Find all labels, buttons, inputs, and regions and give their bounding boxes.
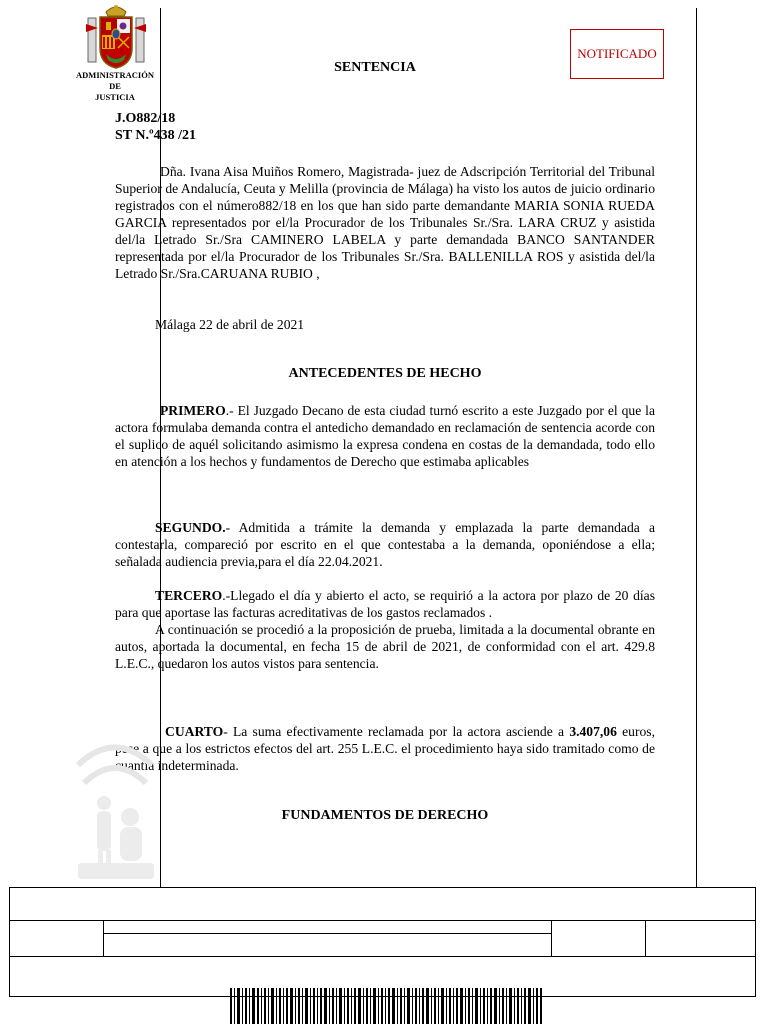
paragraph-tercero (115, 587, 655, 672)
institution-line-3: JUSTICIA (95, 92, 135, 102)
coat-of-arms-logo (80, 2, 152, 72)
section-heading-fundamentos: FUNDAMENTOS DE DERECHO (281, 808, 489, 823)
tercero-text: .-Llegado el día y abierto el acto, se requirió a la actora por plazo de 20 días para que aportase las facturas acreditativas de los gastos reclamados . (115, 588, 655, 620)
intro-text: Dña. Ivana Aisa Muiños Romero, Magistrada- juez de Adscripción Territorial del Tribunal Superior de Andalucía, Ceuta y Melilla (provincia de Málaga) ha visto los autos de juicio ordinario registrados con el número882/18 en los que han sido parte demandante MARIA SONIA RUEDA GARCIA representados por el/la Procurador de los Tribunales Sr./Sra. LARA CRUZ y asistida del/la Letrado Sr./Sra CAMINERO LABELA y parte demandada BANCO SANTANDER representada por el/la Procurador de los Tribunales Sr./Sra. BALLENILLA ROS y asistida del/la Letrado Sr./Sra.CARUANA RUBIO , (115, 164, 655, 281)
cuarto-label: CUARTO (165, 724, 224, 739)
primero-text: .- El Juzgado Decano de esta ciudad turnó escrito a este Juzgado por el que la actora formulaba demanda contra el antedicho demandado en reclamación de sentencia acorde con el suplico de aquél solicitando asimismo la expresa condena en costas de la demandada, todo ello en atención a los hechos y fundamentos de Derecho que estimaba aplicables (115, 403, 655, 469)
case-number: J.O882/18 (115, 111, 176, 126)
table-column-divider (645, 920, 646, 956)
cuarto-text: - La suma efectivamente reclamada por la actora asciende a (223, 724, 565, 739)
date-line (115, 316, 655, 333)
barcode (230, 988, 542, 1024)
institution-line-2: DE (109, 81, 121, 91)
institution-label (60, 70, 170, 103)
table-row-divider (10, 956, 755, 957)
footer-table (9, 887, 756, 997)
paragraph-segundo (115, 519, 655, 570)
watermark-emblem (70, 735, 160, 885)
tercero-label: TERCERO (155, 588, 223, 603)
section-heading-antecedentes: ANTECEDENTES DE HECHO (288, 366, 482, 381)
cuarto-text-2: euros, pese a que a los estrictos efectos del art. 255 L.E.C. el procedimiento haya sido tramitado como de cuantía indeterminada. (115, 724, 655, 773)
institution-line-1: ADMINISTRACIÓN (76, 70, 154, 80)
paragraph-cuarto (115, 723, 655, 774)
table-column-divider (551, 920, 552, 956)
table-column-divider (103, 920, 104, 956)
table-row-divider (10, 920, 755, 921)
cuarto-amount: 3.407,06 (569, 724, 617, 739)
sentence-number: ST N.º438 /21 (115, 128, 196, 143)
paragraph-primero (115, 402, 655, 470)
date-text: Málaga 22 de abril de 2021 (155, 317, 305, 332)
notificado-stamp: NOTIFICADO (570, 29, 664, 79)
table-inner-divider (103, 933, 552, 934)
document-title: SENTENCIA (334, 60, 416, 75)
right-margin-rule (696, 8, 697, 888)
segundo-text: - Admitida a trámite la demanda y emplazada la parte demandada a contestarla, compareció por escrito en el que contestaba a la demanda, oponiéndose a ella; señalada audiencia previa,para el día 22.04.2021. (115, 520, 655, 569)
intro-paragraph (115, 163, 655, 282)
tercero-text-2: A continuación se procedió a la proposición de prueba, limitada a la documental obrante en autos, aportada la documental, en fecha 15 de abril de 2021, de conformidad con el art. 429.8 L.E.C., quedaron los autos vistos para sentencia. (115, 622, 655, 671)
segundo-label: SEGUNDO. (155, 520, 226, 535)
primero-label: PRIMERO (160, 403, 226, 418)
